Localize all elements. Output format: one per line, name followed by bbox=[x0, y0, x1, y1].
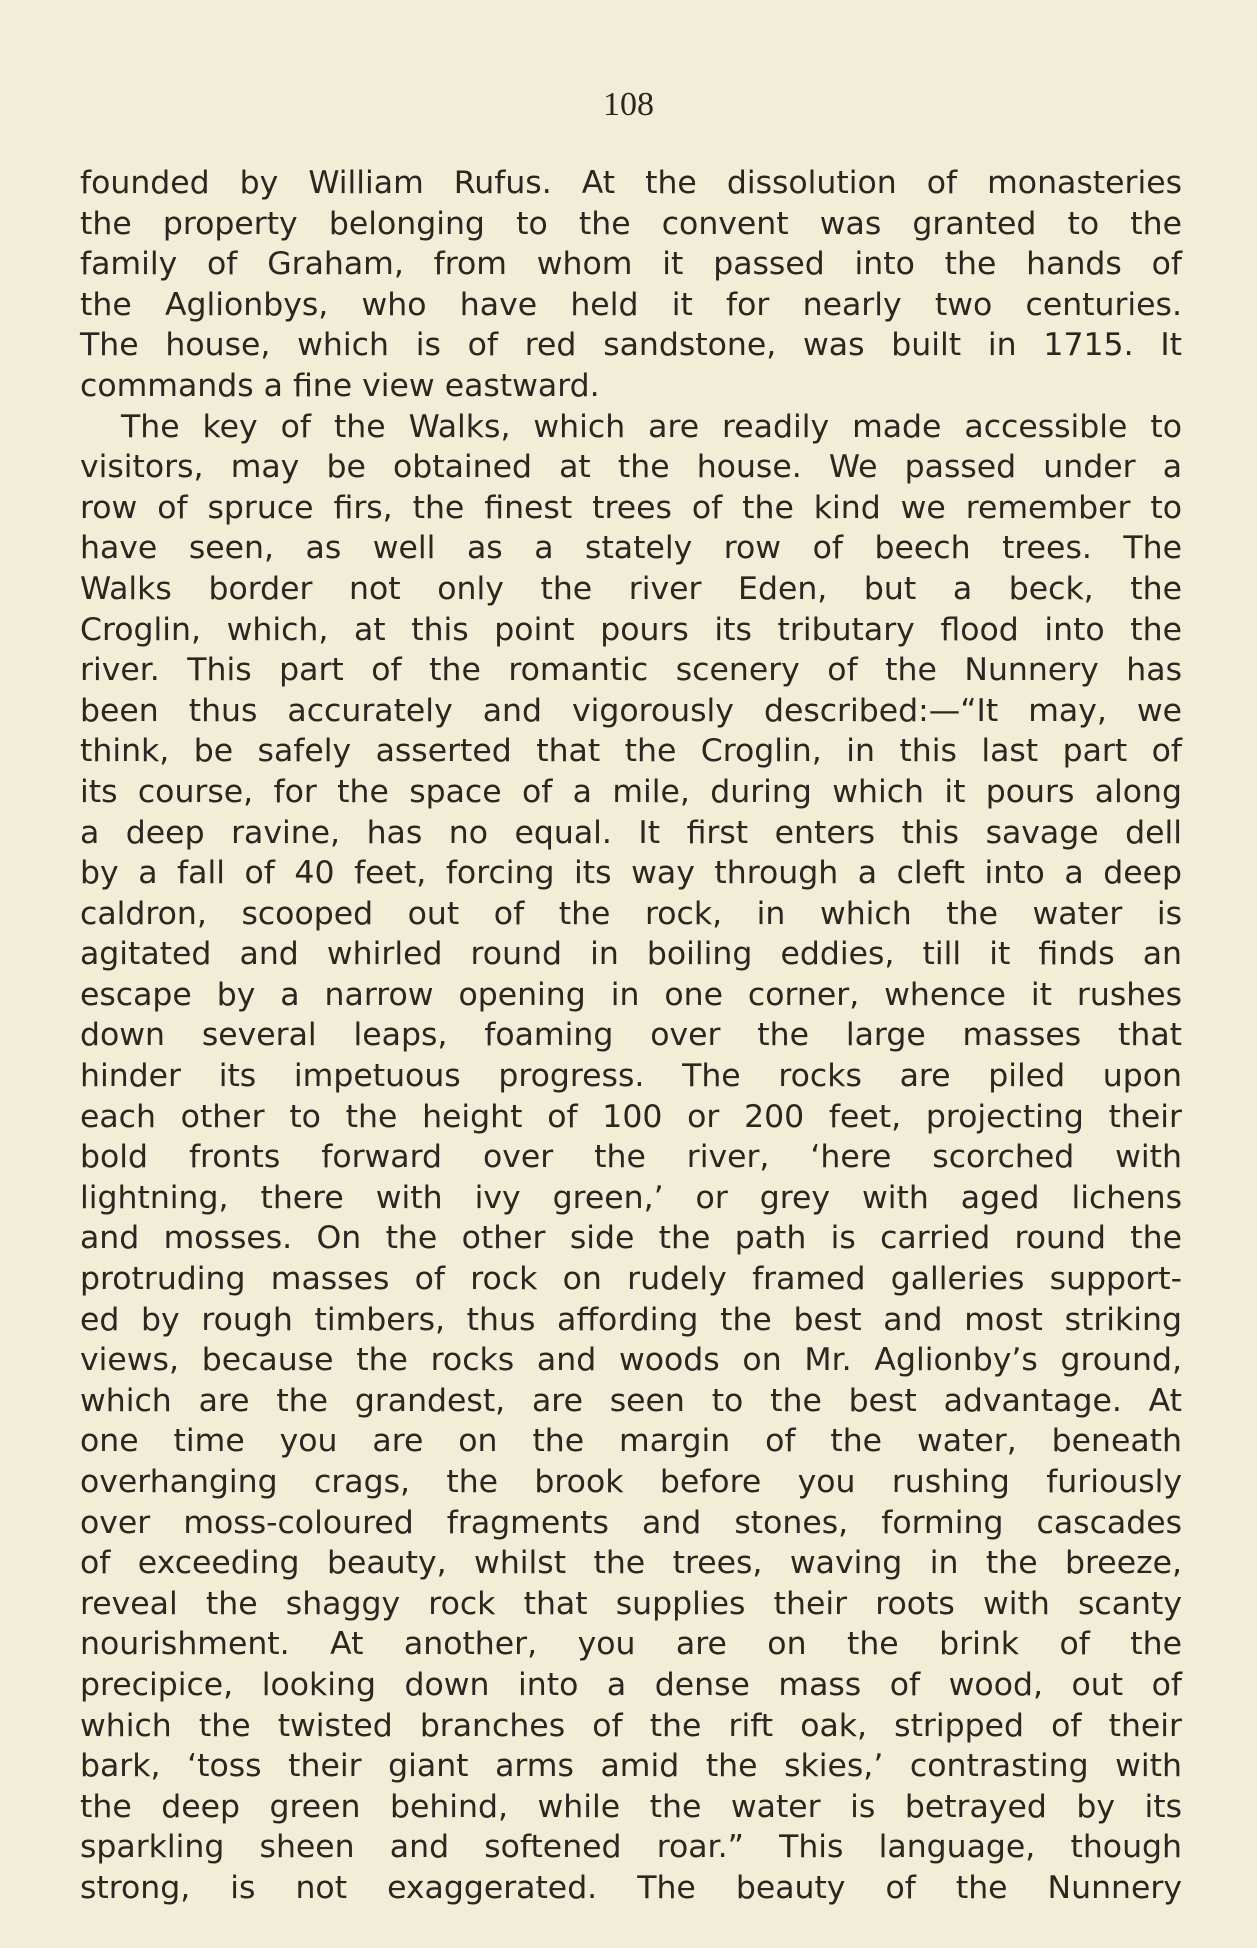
text-line: each other to the height of 100 or 200 feet, projecting their bbox=[80, 1098, 1182, 1135]
text-line: caldron, scooped out of the rock, in which the water is bbox=[80, 895, 1182, 932]
text-line: the property belonging to the convent was granted to the bbox=[80, 205, 1182, 242]
text-line: have seen, as well as a stately row of beech trees. The bbox=[80, 530, 1182, 567]
text-line: ed by rough timbers, thus affording the best and most striking bbox=[80, 1301, 1182, 1338]
text-line: visitors, may be obtained at the house. We passed under a bbox=[80, 449, 1182, 486]
text-line: Walks border not only the river Eden, but a beck, the bbox=[80, 570, 1182, 607]
text-line: think, be safely asserted that the Croglin, in this last part of bbox=[80, 733, 1182, 770]
text-line: a deep ravine, has no equal. It first enters this savage dell bbox=[80, 814, 1182, 851]
text-line: lightning, there with ivy green,’ or grey with aged lichens bbox=[80, 1179, 1182, 1216]
text-line: agitated and whirled round in boiling eddies, till it finds an bbox=[80, 936, 1182, 973]
text-line: family of Graham, from whom it passed into the hands of bbox=[80, 246, 1182, 283]
text-line: Croglin, which, at this point pours its tributary flood into the bbox=[80, 611, 1182, 648]
text-line: which the twisted branches of the rift oak, stripped of their bbox=[80, 1707, 1182, 1744]
text-line: down several leaps, foaming over the large masses that bbox=[80, 1017, 1182, 1054]
text-line: precipice, looking down into a dense mass of wood, out of bbox=[80, 1666, 1182, 1703]
text-line: the Aglionbys, who have held it for nearly two centuries. bbox=[80, 286, 1182, 323]
page-number: 108 bbox=[603, 86, 654, 123]
text-line: the deep green behind, while the water is betrayed by its bbox=[80, 1788, 1182, 1825]
text-line: by a fall of 40 feet, forcing its way through a cleft into a deep bbox=[80, 855, 1182, 892]
text-line: nourishment. At another, you are on the brink of the bbox=[80, 1626, 1182, 1663]
text-line: sparkling sheen and softened roar.” This language, though bbox=[80, 1829, 1182, 1866]
text-line: one time you are on the margin of the water, beneath bbox=[80, 1423, 1182, 1460]
text-line: overhanging crags, the brook before you rushing furiously bbox=[80, 1464, 1182, 1500]
text-line: bold fronts forward over the river, ‘here scorched with bbox=[80, 1139, 1182, 1176]
text-line: been thus accurately and vigorously described:—“It may, we bbox=[80, 692, 1182, 729]
text-line: bark, ‘toss their giant arms amid the skies,’ contrasting with bbox=[80, 1748, 1182, 1785]
text-line: which are the grandest, are seen to the best advantage. At bbox=[80, 1382, 1182, 1419]
text-line: and mosses. On the other side the path is carried round the bbox=[80, 1220, 1182, 1257]
text-line: hinder its impetuous progress. The rocks are piled upon bbox=[80, 1058, 1182, 1095]
text-line: views, because the rocks and woods on Mr. Aglionby’s ground, bbox=[80, 1342, 1182, 1379]
body-text bbox=[80, 163, 1182, 1909]
text-line: commands a fine view eastward. bbox=[80, 367, 600, 404]
text-line: reveal the shaggy rock that supplies their roots with scanty bbox=[80, 1585, 1182, 1622]
text-line: escape by a narrow opening in one corner, whence it rushes bbox=[80, 976, 1182, 1013]
text-line: over moss-coloured fragments and stones, forming cascades bbox=[80, 1504, 1182, 1541]
text-line: row of spruce firs, the finest trees of the kind we remember to bbox=[80, 489, 1182, 526]
text-line: founded by William Rufus. At the dissolution of monasteries bbox=[80, 165, 1182, 201]
text-line: protruding masses of rock on rudely framed galleries support- bbox=[80, 1261, 1182, 1298]
text-line: river. This part of the romantic scenery of the Nunnery has bbox=[80, 652, 1182, 689]
text-line: The key of the Walks, which are readily made accessible to bbox=[121, 408, 1182, 445]
text-line: its course, for the space of a mile, during which it pours along bbox=[80, 773, 1182, 810]
text-line: strong, is not exaggerated. The beauty of the Nunnery bbox=[80, 1869, 1182, 1906]
text-line: of exceeding beauty, whilst the trees, waving in the breeze, bbox=[80, 1545, 1182, 1582]
text-line: The house, which is of red sandstone, was built in 1715. It bbox=[80, 327, 1182, 364]
